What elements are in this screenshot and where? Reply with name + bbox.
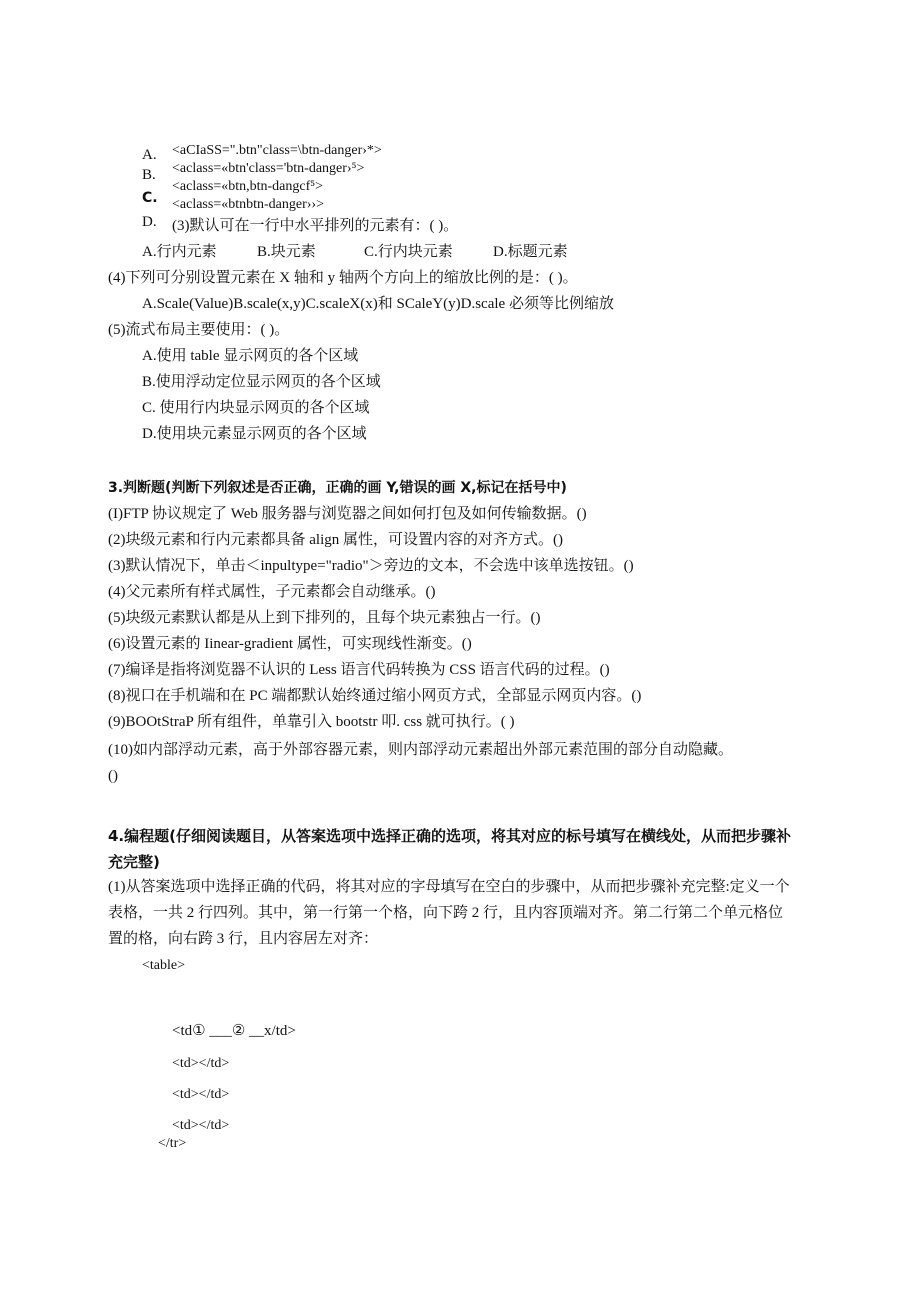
code-td-empty-3: <td></td> <box>172 1118 230 1133</box>
option-letter-a: A. <box>142 147 157 163</box>
code-option-b: <aclass=«btn'class='btn-danger›⁵> <box>172 161 365 176</box>
q3-option-d: D.标题元素 <box>493 244 568 260</box>
option-letter-c: C. <box>142 190 158 206</box>
code-table-open: <table> <box>142 958 185 973</box>
code-tr-close: </tr> <box>158 1136 187 1151</box>
q5-option-b: B.使用浮动定位显示网页的各个区域 <box>142 374 381 390</box>
question-4: (4)下列可分别设置元素在 X 轴和 y 轴两个方向上的缩放比例的是：( )。 <box>108 270 578 286</box>
code-td-empty-1: <td></td> <box>172 1056 230 1071</box>
q5-option-a: A.使用 table 显示网页的各个区域 <box>142 348 359 364</box>
code-td-blank-line: <td① ___② __x/td> <box>172 1023 296 1039</box>
q3-option-c: C.行内块元素 <box>364 244 453 260</box>
section-3-heading: 3.判断题(判断下列叙述是否正确，正确的画 Y,错误的画 X,标记在括号中) <box>108 480 567 496</box>
q4-options: A.Scale(Value)B.scale(x,y)C.scaleX(x)和 SCaleY(y)D.scale 必须等比例缩放 <box>142 296 614 312</box>
tf-item-6: (6)设置元素的 Iinear-gradient 属性，可实现线性渐变。() <box>108 636 472 652</box>
section-4-body-line2: 表格，一共 2 行四列。其中，第一行第一个格，向下跨 2 行，且内容顶端对齐。第二行第二个单元格位 <box>108 905 784 921</box>
tf-item-10: (10)如内部浮动元素，高于外部容器元素，则内部浮动元素超出外部元素范围的部分自动隐藏。 <box>108 742 733 758</box>
question-5: (5)流式布局主要使用：( )。 <box>108 322 290 338</box>
question-3: (3)默认可在一行中水平排列的元素有：( )。 <box>172 218 459 234</box>
tf-item-8: (8)视口在手机端和在 PC 端都默认始终通过缩小网页方式，全部显示网页内容。() <box>108 688 642 704</box>
section-4-heading-line2: 充完整) <box>108 853 160 871</box>
option-letter-d: D. <box>142 214 157 230</box>
q5-option-d: D.使用块元素显示网页的各个区域 <box>142 426 367 442</box>
code-td-empty-2: <td></td> <box>172 1087 230 1102</box>
section-4-body-line3: 置的格，向右跨 3 行，且内容居左对齐： <box>108 931 379 947</box>
tf-item-9: (9)BOOtStraP 所有组件，单靠引入 bootstr 叩. css 就可执行。( ) <box>108 714 515 730</box>
q3-option-a: A.行内元素 <box>142 244 217 260</box>
code-option-c: <aclass=«btn,btn-dangcf⁵> <box>172 179 324 194</box>
code-option-d: <aclass=«btnbtn-danger››> <box>172 197 324 212</box>
tf-item-4: (4)父元素所有样式属性，子元素都会自动继承。() <box>108 584 436 600</box>
code-option-a: <aCIaSS=".btn"class=\btn-danger›*> <box>172 143 382 158</box>
q5-option-c: C. 使用行内块显示网页的各个区域 <box>142 400 370 416</box>
tf-item-2: (2)块级元素和行内元素都具备 align 属性，可设置内容的对齐方式。() <box>108 532 563 548</box>
tf-item-3: (3)默认情况下，单击＜inpultype="radio"＞旁边的文本，不会选中该单选按钮。() <box>108 558 634 574</box>
tf-item-7: (7)编译是指将浏览器不认识的 Less 语言代码转换为 CSS 语言代码的过程。() <box>108 662 610 678</box>
q3-option-b: B.块元素 <box>257 244 316 260</box>
section-4-body-line1: (1)从答案选项中选择正确的代码，将其对应的字母填写在空白的步骤中，从而把步骤补充完整:定义一个 <box>108 879 790 895</box>
section-4-heading-line1: 4.编程题(仔细阅读题目，从答案选项中选择正确的选项，将其对应的标号填写在横线处，从而把步骤补 <box>108 827 791 845</box>
tf-item-1: (I)FTP 协议规定了 Web 服务器与浏览器之间如何打包及如何传输数据。() <box>108 506 587 522</box>
tf-item-10-bracket: () <box>108 768 118 784</box>
option-letter-b: B. <box>142 167 156 183</box>
tf-item-5: (5)块级元素默认都是从上到下排列的，且每个块元素独占一行。() <box>108 610 541 626</box>
